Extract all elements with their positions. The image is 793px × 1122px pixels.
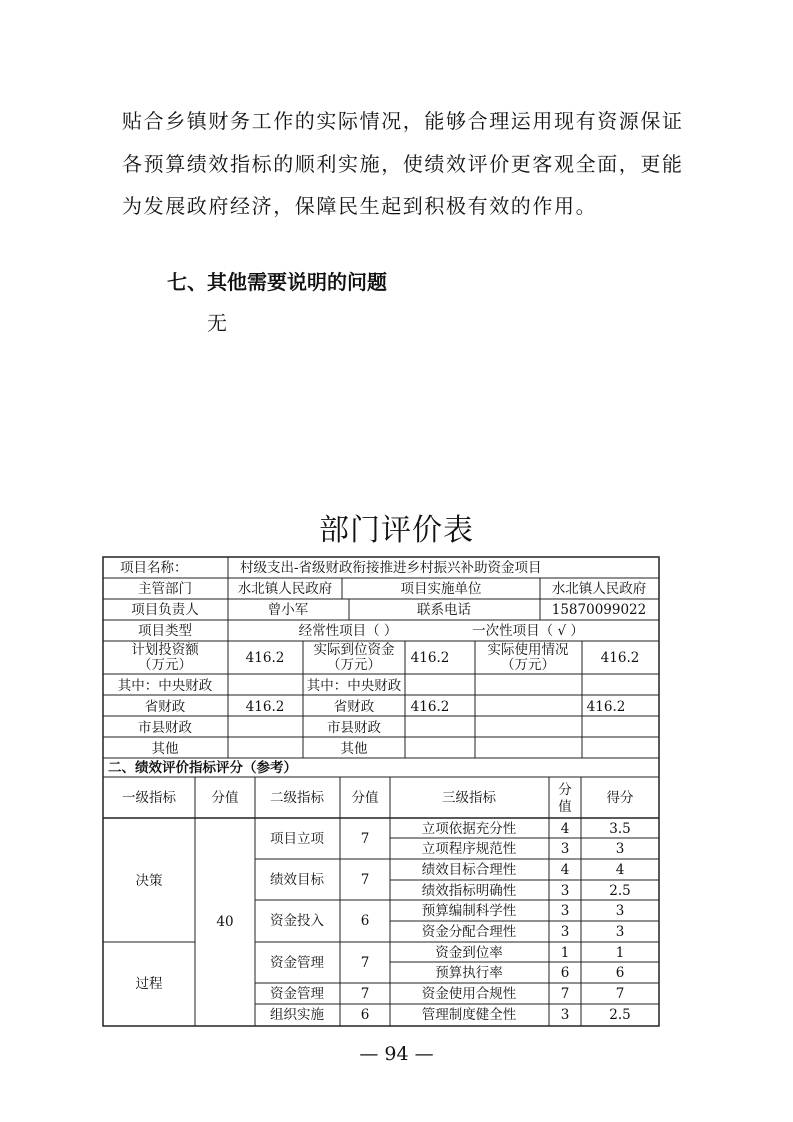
indicator: 绩效目标合理性 xyxy=(421,862,517,878)
level1-process: 过程 xyxy=(135,976,163,992)
dept-value: 水北镇人民政府 xyxy=(237,581,333,597)
level2-score: 7 xyxy=(360,986,370,1002)
city-label-2: 市县财政 xyxy=(327,720,381,736)
table-row xyxy=(422,985,625,1002)
header-score1: 分值 xyxy=(211,790,239,806)
level2-name: 资金管理 xyxy=(270,986,324,1002)
table-title: 部门评价表 xyxy=(319,513,474,548)
other-label-2: 其他 xyxy=(340,741,368,757)
indicator-score: 3 xyxy=(560,841,570,857)
central-label-2: 其中：中央财政 xyxy=(306,678,402,694)
header-level1: 一级指标 xyxy=(122,790,176,806)
level1-score: 40 xyxy=(216,914,234,930)
table-row xyxy=(422,902,625,919)
phone-label: 联系电话 xyxy=(417,602,471,618)
level2-name: 组织实施 xyxy=(270,1007,324,1023)
indicator: 立项依据充分性 xyxy=(421,821,517,837)
indicator: 资金到位率 xyxy=(435,945,503,961)
header-score3-b: 值 xyxy=(558,799,572,815)
city-label-1: 市县财政 xyxy=(138,720,192,736)
indicator-score: 3 xyxy=(560,924,570,940)
level2-score: 7 xyxy=(360,872,370,888)
section-7-content: 无 xyxy=(207,311,227,335)
indicator-got: 3 xyxy=(615,924,625,940)
dept-label: 主管部门 xyxy=(138,581,192,597)
paragraph-line-3: 为发展政府经济，保障民生起到积极有效的作用。 xyxy=(122,194,598,218)
level2-score: 7 xyxy=(360,955,370,971)
indicator: 预算编制科学性 xyxy=(421,903,517,919)
level2-name: 项目立项 xyxy=(270,831,324,847)
table-row xyxy=(422,923,625,940)
plan-label-2: （万元） xyxy=(138,657,192,673)
paragraph-line-2: 各预算绩效指标的顺利实施，使绩效评价更客观全面，更能 xyxy=(122,152,684,176)
table-row xyxy=(422,820,631,837)
level2-score: 7 xyxy=(360,831,370,847)
indicator: 资金分配合理性 xyxy=(421,924,517,940)
usage-label-2: （万元） xyxy=(501,657,555,673)
header-level3: 三级指标 xyxy=(442,790,496,806)
header-score3-a: 分 xyxy=(558,782,572,798)
actual-label-1: 实际到位资金 xyxy=(313,642,395,658)
type-onetime: 一次性项目（ √ ） xyxy=(472,623,584,639)
indicator-got: 1 xyxy=(615,945,625,961)
indicator-score: 7 xyxy=(560,986,570,1002)
indicator-score: 4 xyxy=(560,821,570,837)
level2-name: 绩效目标 xyxy=(270,872,324,888)
indicator-score: 3 xyxy=(560,1007,570,1023)
header-got: 得分 xyxy=(606,790,634,806)
type-label: 项目类型 xyxy=(138,623,192,639)
type-recurring: 经常性项目（ ） xyxy=(298,623,398,639)
indicator-got: 6 xyxy=(615,965,625,981)
project-name: 村级支出-省级财政衔接推进乡村振兴补助资金项目 xyxy=(240,560,542,576)
prov-value-3: 416.2 xyxy=(586,699,626,715)
section-7-heading: 七、其他需要说明的问题 xyxy=(167,270,387,294)
indicator: 管理制度健全性 xyxy=(421,1007,517,1023)
page-number: — 94 — xyxy=(359,1043,434,1065)
indicator-got: 7 xyxy=(615,986,625,1002)
indicator-score: 6 xyxy=(560,965,570,981)
indicator: 预算执行率 xyxy=(435,965,503,981)
paragraph-line-1: 贴合乡镇财务工作的实际情况，能够合理运用现有资源保证 xyxy=(122,109,684,133)
indicator-score: 1 xyxy=(560,945,570,961)
table-row xyxy=(422,861,625,878)
indicator: 绩效指标明确性 xyxy=(421,883,517,899)
section-2-label: 二、绩效评价指标评分（参考） xyxy=(108,760,297,776)
indicator-score: 3 xyxy=(560,883,570,899)
indicator: 资金使用合规性 xyxy=(421,986,517,1002)
indicator: 立项程序规范性 xyxy=(421,841,517,857)
indicator-got: 3.5 xyxy=(609,821,631,837)
prov-label-2: 省财政 xyxy=(333,699,375,715)
prov-value-2: 416.2 xyxy=(410,699,450,715)
impl-label: 项目实施单位 xyxy=(400,581,482,597)
level2-score: 6 xyxy=(360,1007,370,1023)
level2-name: 资金管理 xyxy=(270,955,324,971)
indicator-got: 2.5 xyxy=(609,883,631,899)
leader-label: 项目负责人 xyxy=(131,602,199,618)
header-level2: 二级指标 xyxy=(270,790,324,806)
usage-label-1: 实际使用情况 xyxy=(487,642,569,658)
actual-value: 416.2 xyxy=(410,650,450,666)
indicator-score: 4 xyxy=(560,862,570,878)
project-name-label: 项目名称： xyxy=(120,560,188,576)
other-label-1: 其他 xyxy=(151,741,179,757)
indicator-got: 4 xyxy=(615,862,625,878)
actual-label-2: （万元） xyxy=(327,657,381,673)
table-row xyxy=(422,882,631,899)
level2-name: 资金投入 xyxy=(270,913,324,929)
prov-value-1: 416.2 xyxy=(245,699,285,715)
level1-decision: 决策 xyxy=(135,873,163,889)
impl-value: 水北镇人民政府 xyxy=(551,581,647,597)
level2-score: 6 xyxy=(360,913,370,929)
phone-value: 15870099022 xyxy=(551,602,647,618)
header-score2: 分值 xyxy=(351,790,379,806)
plan-value: 416.2 xyxy=(245,650,285,666)
indicator-got: 3 xyxy=(615,841,625,857)
table-row xyxy=(422,1006,631,1023)
leader-value: 曾小军 xyxy=(267,602,309,618)
central-label-1: 其中：中央财政 xyxy=(117,678,213,694)
table-row xyxy=(435,945,624,961)
plan-label-1: 计划投资额 xyxy=(131,642,199,658)
indicator-got: 2.5 xyxy=(609,1007,631,1023)
indicator-got: 3 xyxy=(615,903,625,919)
table-row xyxy=(435,964,624,981)
table-row xyxy=(422,840,625,857)
indicator-score: 3 xyxy=(560,903,570,919)
usage-value: 416.2 xyxy=(600,650,640,666)
prov-label-1: 省财政 xyxy=(144,699,186,715)
